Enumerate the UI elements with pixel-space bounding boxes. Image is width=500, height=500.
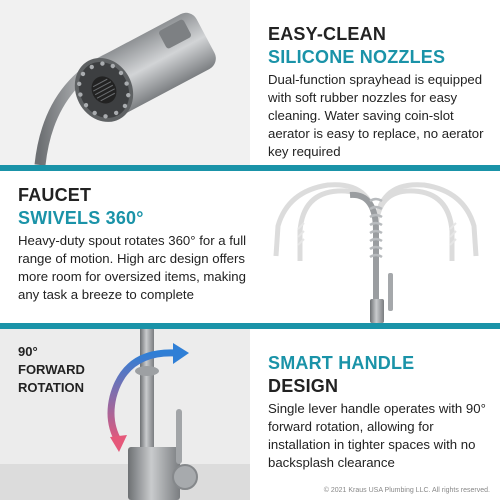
- spray-description: Dual-function sprayhead is equipped with soft rubber nozzles for easy cleaning. Water saving coin-slot aerator is easy to replace, no aerator key required: [268, 72, 484, 159]
- copyright-text: © 2021 Kraus USA Plumbing LLC. All rights reserved.: [323, 487, 490, 494]
- spray-section: [0, 0, 500, 165]
- swivel-heading-line1: FAUCET: [18, 185, 92, 205]
- swivel-description: Heavy-duty spout rotates 360° for a full range of motion. High arc design offers more room for oversized items, making any task a breeze to complete: [18, 233, 247, 302]
- spray-heading-line1: EASY-CLEAN: [268, 24, 387, 44]
- rotation-label-line1: 90°: [18, 344, 38, 359]
- handle-section: [0, 329, 500, 500]
- sprayhead-icon: [0, 0, 250, 165]
- handle-heading-line1: SMART HANDLE: [268, 353, 415, 373]
- swivel-section: [0, 171, 500, 323]
- handle-description: Single lever handle operates with 90° forward rotation, allowing for installation in tighter spaces with no backsplash clearance: [268, 401, 486, 470]
- spray-heading-line2: SILICONE NOZZLES: [268, 47, 446, 67]
- faucet-swivel-icon: [258, 171, 500, 323]
- handle-heading-line2: DESIGN: [268, 376, 339, 396]
- rotation-label-line3: ROTATION: [18, 380, 84, 395]
- swivel-heading-line2: SWIVELS 360°: [18, 208, 144, 228]
- rotation-label-line2: FORWARD: [18, 362, 85, 377]
- rotation-arrow-icon: [85, 337, 195, 457]
